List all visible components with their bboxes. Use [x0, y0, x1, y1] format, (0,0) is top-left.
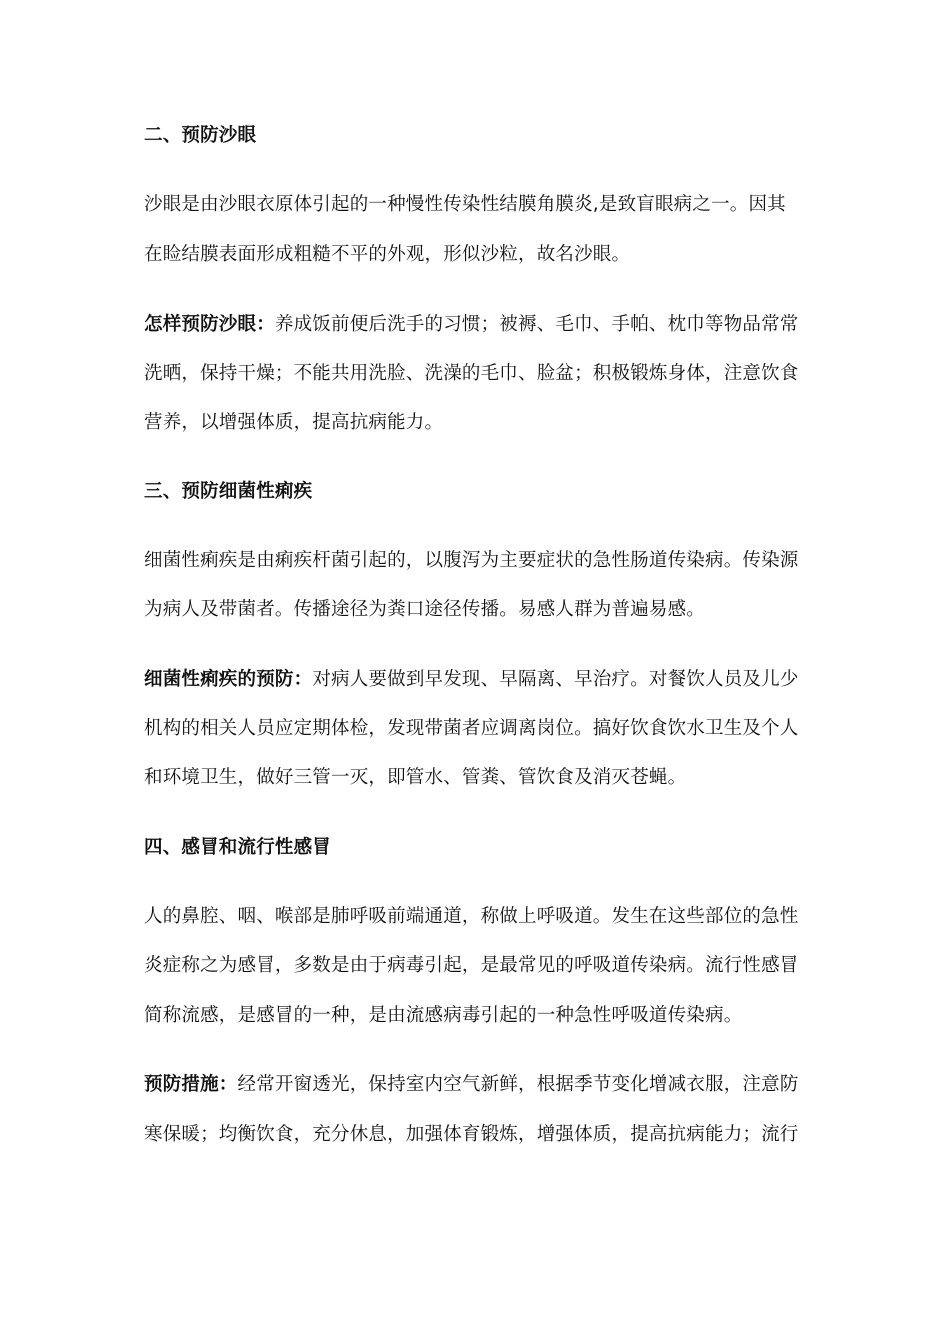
paragraph-line: 洗晒，保持干燥；不能共用洗脸、洗澡的毛巾、脸盆；积极锻炼身体，注意饮食	[144, 363, 799, 384]
section-heading-dysentery: 三、预防细菌性痢疾	[144, 481, 313, 502]
paragraph-line: 炎症称之为感冒，多数是由于病毒引起，是最常见的呼吸道传染病。流行性感冒	[144, 955, 799, 976]
paragraph-line: 在睑结膜表面形成粗糙不平的外观，形似沙粒，故名沙眼。	[144, 244, 631, 265]
advice-label: 细菌性痢疾的预防：	[144, 669, 313, 690]
advice-text: 经常开窗透光，保持室内空气新鲜，根据季节变化增减衣服，注意防	[237, 1074, 799, 1095]
section-heading-trachoma: 二、预防沙眼	[144, 125, 257, 146]
paragraph-line: 沙眼是由沙眼衣原体引起的一种慢性传染性结膜角膜炎,是致盲眼病之一。因其	[144, 194, 786, 215]
advice-line	[144, 1073, 799, 1097]
advice-line	[144, 313, 799, 337]
advice-text: 对病人要做到早发现、早隔离、早治疗。对餐饮人员及儿少	[312, 669, 799, 690]
advice-line	[144, 668, 799, 692]
paragraph-line: 为病人及带菌者。传播途径为粪口途径传播。易感人群为普遍易感。	[144, 599, 706, 620]
paragraph-line: 简称流感，是感冒的一种，是由流感病毒引起的一种急性呼吸道传染病。	[144, 1005, 743, 1026]
paragraph-line: 和环境卫生，做好三管一灭，即管水、管粪、管饮食及消灭苍蝇。	[144, 767, 687, 788]
paragraph-line: 寒保暖；均衡饮食，充分休息，加强体育锻炼，增强体质，提高抗病能力；流行	[144, 1124, 799, 1145]
advice-label: 怎样预防沙眼：	[144, 314, 275, 335]
advice-label: 预防措施：	[144, 1074, 238, 1095]
paragraph-line: 机构的相关人员应定期体检，发现带菌者应调离岗位。搞好饮食饮水卫生及个人	[144, 718, 799, 739]
advice-text: 养成饭前便后洗手的习惯；被褥、毛巾、手帕、枕巾等物品常常	[274, 314, 799, 335]
section-heading-influenza: 四、感冒和流行性感冒	[144, 837, 332, 858]
paragraph-line: 营养，以增强体质，提高抗病能力。	[144, 412, 444, 433]
paragraph-line: 细菌性痢疾是由痢疾杆菌引起的，以腹泻为主要症状的急性肠道传染病。传染源	[144, 550, 799, 571]
paragraph-line: 人的鼻腔、咽、喉部是肺呼吸前端通道，称做上呼吸道。发生在这些部位的急性	[144, 906, 799, 927]
